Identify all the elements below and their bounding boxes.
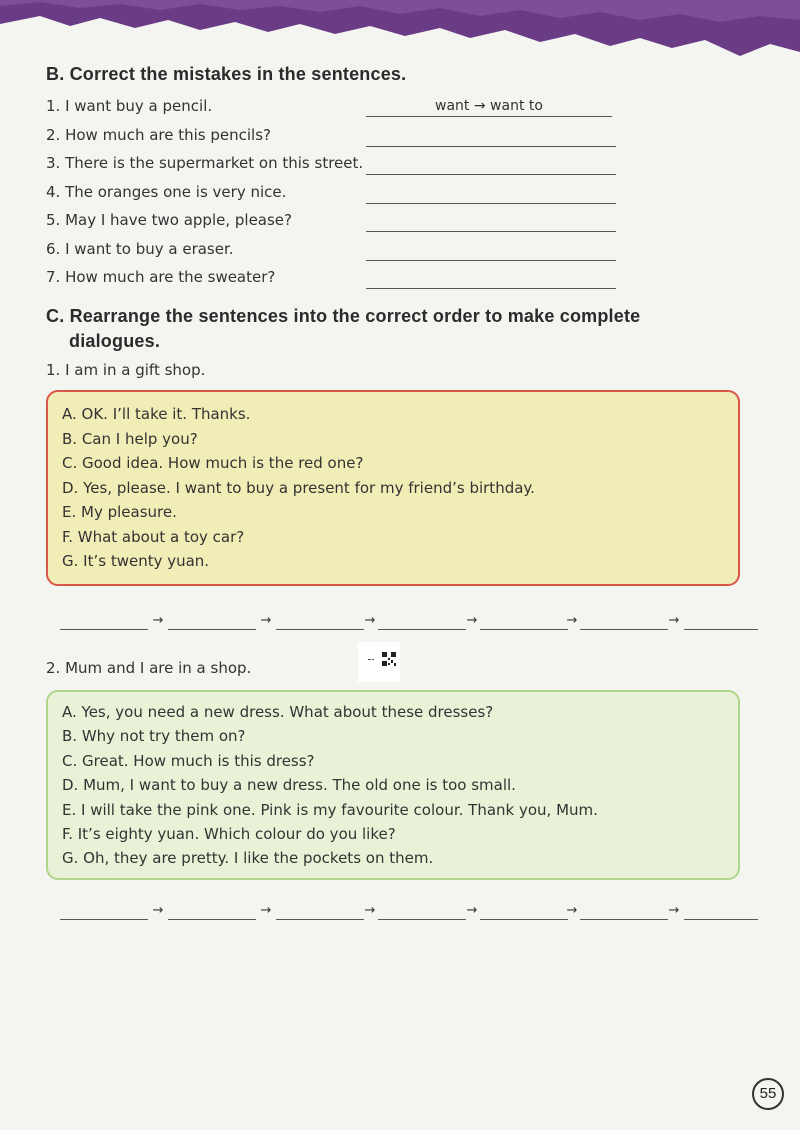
sentence-1: 1. I want buy a pencil.	[46, 97, 213, 115]
sequence-blank[interactable]	[60, 629, 148, 630]
sequence-blank[interactable]	[168, 919, 256, 920]
sequence-blank[interactable]	[580, 629, 668, 630]
dialogue-1-option-e: E. My pleasure.	[62, 503, 177, 521]
dialogue-2-option-a: A. Yes, you need a new dress. What about these dresses?	[62, 703, 494, 721]
dialogue-2-prompt: 2. Mum and I are in a shop.	[46, 659, 252, 677]
arrow-icon: →	[152, 613, 164, 628]
sequence-blank[interactable]	[684, 629, 758, 630]
arrow-icon: →	[260, 613, 272, 628]
dialogue-2-option-b: B. Why not try them on?	[62, 727, 246, 746]
answer-line-3[interactable]	[366, 156, 616, 175]
sequence-blank[interactable]	[276, 629, 364, 630]
sequence-blank[interactable]	[378, 629, 466, 630]
arrow-icon: →	[466, 613, 478, 628]
arrow-icon: →	[566, 613, 578, 628]
sentence-3: 3. There is the supermarket on this street.	[46, 154, 364, 172]
dialogue-2-option-c: C. Great. How much is this dress?	[62, 751, 315, 770]
answer-line-2[interactable]	[366, 128, 616, 147]
arrow-icon: →	[364, 613, 376, 628]
sequence-blank[interactable]	[480, 629, 568, 630]
sequence-blank[interactable]	[276, 919, 364, 920]
sequence-blank[interactable]	[378, 919, 466, 920]
dialogue-1-option-b: B. Can I help you?	[62, 429, 198, 448]
sentence-6: 6. I want to buy a eraser.	[46, 240, 234, 258]
arrow-icon: →	[668, 613, 680, 628]
dialogue-2-option-d: D. Mum, I want to buy a new dress. The old one is too small.	[62, 776, 516, 795]
header-decoration	[0, 0, 800, 70]
sentence-7: 7. How much are the sweater?	[46, 268, 276, 286]
dialogue-1-options-box	[46, 390, 740, 586]
dialogue-2-answer-sequence	[60, 890, 760, 920]
dialogue-2-option-e: E. I will take the pink one. Pink is my favourite colour. Thank you, Mum.	[62, 800, 598, 819]
dialogue-1-option-a: A. OK. I’ll take it. Thanks.	[62, 405, 251, 423]
section-c-heading-line2: dialogues.	[69, 331, 161, 351]
sequence-blank[interactable]	[580, 919, 668, 920]
dialogue-1-prompt: 1. I am in a gift shop.	[46, 361, 206, 379]
section-c-heading	[46, 304, 640, 354]
arrow-icon: →	[260, 903, 272, 918]
arrow-icon: →	[364, 903, 376, 918]
sentence-5: 5. May I have two apple, please?	[46, 211, 292, 229]
section-c-heading-line1: C. Rearrange the sentences into the correct order to make complete	[46, 306, 641, 326]
dialogue-2-option-g: G. Oh, they are pretty. I like the pockets on them.	[62, 849, 434, 868]
dialogue-1-option-g: G. It’s twenty yuan.	[62, 552, 210, 570]
arrow-icon: →	[466, 903, 478, 918]
arrow-icon: →	[668, 903, 680, 918]
section-b-heading: B. Correct the mistakes in the sentences.	[46, 64, 407, 84]
sentence-2: 2. How much are this pencils?	[46, 126, 271, 144]
page-number: 55	[752, 1078, 784, 1110]
arrow-icon: →	[152, 903, 164, 918]
answer-line-1[interactable]: want → want to	[366, 98, 612, 117]
answer-line-7[interactable]	[366, 270, 616, 289]
dialogue-1-option-f: F. What about a toy car?	[62, 527, 245, 546]
dialogue-1-answer-sequence	[60, 600, 760, 630]
sequence-blank[interactable]	[684, 919, 758, 920]
dialogue-1-option-c: C. Good idea. How much is the red one?	[62, 454, 364, 472]
answer-line-4[interactable]	[366, 185, 616, 204]
dialogue-2-option-f: F. It’s eighty yuan. Which colour do you like?	[62, 824, 396, 843]
sequence-blank[interactable]	[480, 919, 568, 920]
answer-line-5[interactable]	[366, 213, 616, 232]
dialogue-2-options-box	[46, 690, 740, 880]
arrow-icon: →	[566, 903, 578, 918]
qr-code-icon[interactable]	[358, 642, 400, 682]
answer-line-6[interactable]	[366, 242, 616, 261]
sequence-blank[interactable]	[168, 629, 256, 630]
sentence-4: 4. The oranges one is very nice.	[46, 183, 287, 201]
dialogue-1-option-d: D. Yes, please. I want to buy a present for my friend’s birthday.	[62, 478, 535, 497]
sequence-blank[interactable]	[60, 919, 148, 920]
